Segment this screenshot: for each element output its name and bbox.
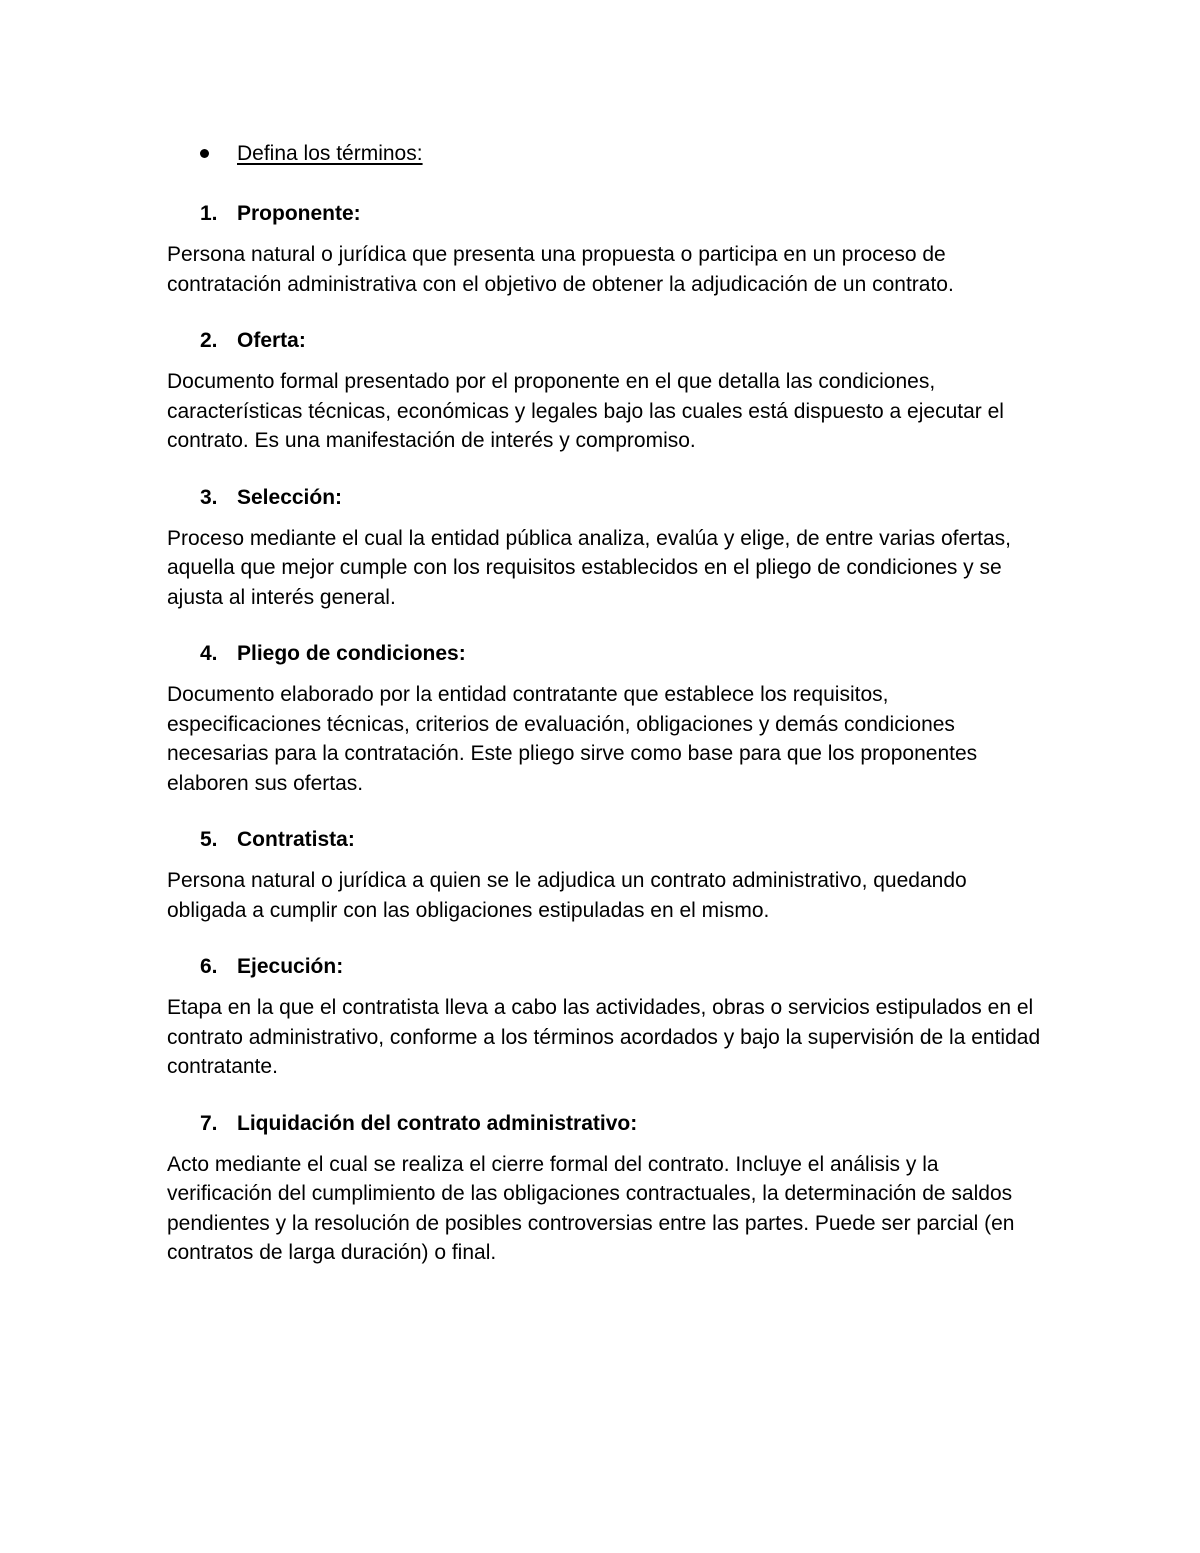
term-heading [167, 951, 1047, 983]
term-title: Ejecución: [237, 955, 344, 978]
term-heading [167, 325, 1047, 357]
term-heading [167, 198, 1047, 230]
document-content [167, 138, 1047, 1268]
term-item [167, 951, 1047, 1082]
term-item [167, 824, 1047, 925]
intro-instruction: Defina los términos: [237, 142, 423, 165]
intro-bullet [200, 138, 1047, 170]
term-definition: Documento elaborado por la entidad contratante que establece los requisitos, especificaciones técnicas, criterios de evaluación, obligaciones y demás condiciones necesarias para la contratación. Este pliego sirve como base para que los proponentes elaboren sus ofertas. [167, 683, 978, 795]
term-definition: Persona natural o jurídica que presenta una propuesta o participa en un proceso de contratación administrativa con el objetivo de obtener la adjudicación de un contrato. [167, 243, 954, 296]
term-title: Selección: [237, 485, 343, 509]
term-item [167, 325, 1047, 456]
term-title: Contratista: [237, 828, 355, 851]
term-item [167, 482, 1047, 613]
term-title: Proponente: [237, 202, 361, 225]
term-definition: Documento formal presentado por el proponente en el que detalla las condiciones, características técnicas, económicas y legales bajo las cuales está dispuesto a ejecutar el contrato. Es una manifestación de interés y compromiso. [167, 370, 1004, 452]
term-number: 3. [200, 485, 218, 509]
term-heading [167, 824, 1047, 856]
term-number: 6. [200, 955, 218, 978]
term-number: 2. [200, 329, 218, 352]
term-item [167, 198, 1047, 299]
term-item [167, 1108, 1047, 1268]
term-number: 1. [200, 202, 218, 225]
bullet-dot-icon [200, 149, 209, 158]
term-definition: Persona natural o jurídica a quien se le adjudica un contrato administrativo, quedando obligada a cumplir con las obligaciones estipuladas en el mismo. [167, 869, 967, 922]
term-definition: Acto mediante el cual se realiza el cierre formal del contrato. Incluye el análisis y la verificación del cumplimiento de las obligaciones contractuales, la determinación de saldos pendientes y la resolución de posibles controversias entre las partes. Puede ser parcial (en contratos de larga duración) o final. [167, 1152, 1015, 1264]
term-title: Liquidación del contrato administrativo: [237, 1111, 638, 1135]
term-heading [167, 482, 1047, 514]
term-definition: Etapa en la que el contratista lleva a cabo las actividades, obras o servicios estipulados en el contrato administrativo, conforme a los términos acordados y bajo la supervisión de la entidad contratante. [167, 996, 1041, 1078]
term-heading [167, 1108, 1047, 1140]
term-number: 4. [200, 642, 218, 665]
term-definition: Proceso mediante el cual la entidad pública analiza, evalúa y elige, de entre varias ofertas, aquella que mejor cumple con los requisitos establecidos en el pliego de condiciones y se ajusta al interés general. [167, 526, 1012, 609]
term-heading [167, 638, 1047, 670]
term-number: 5. [200, 828, 218, 851]
term-title: Oferta: [237, 329, 306, 352]
term-title: Pliego de condiciones: [237, 642, 466, 665]
term-number: 7. [200, 1111, 218, 1135]
term-item [167, 638, 1047, 798]
